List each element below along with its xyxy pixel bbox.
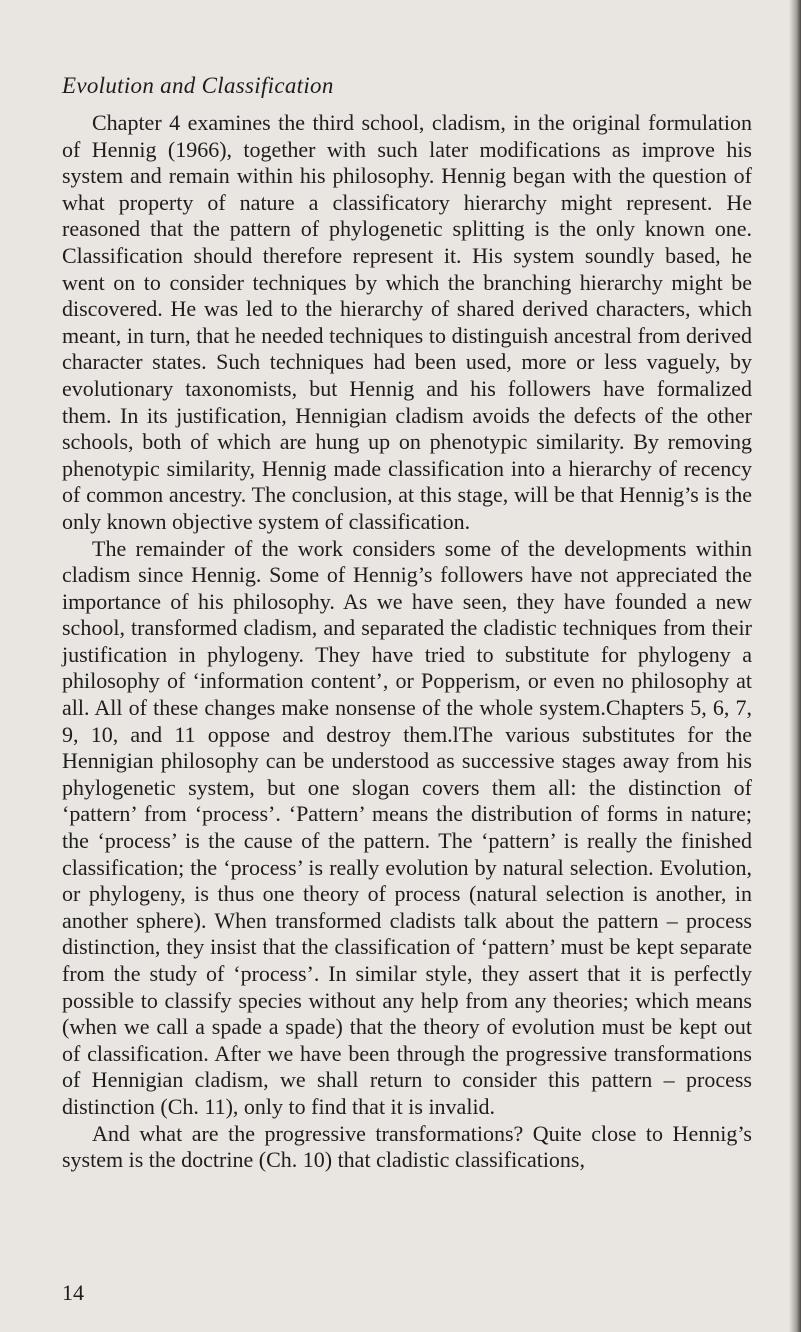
- body-text: [62, 110, 752, 1174]
- paragraph-2: The remainder of the work considers some of the developments within cladism since Hennig. Some of Hennig’s followers have not appreciated the importance of his philosophy. As we have seen, they have founded a new school, transformed cladism, and separated the cladistic techniques from their justification in phylogeny. They have tried to substitute for phylogeny a philosophy of ‘information content’, or Popperism, or even no philosophy at all. All of these changes make nonsense of the whole system.Chapters 5, 6, 7, 9, 10, and 11 oppose and destroy them.lThe various substitutes for the Hennigian philosophy can be understood as successive stages away from his phylogenetic system, but one slogan covers them all: the distinction of ‘pattern’ from ‘process’. ‘Pattern’ means the distribution of forms in nature; the ‘process’ is the cause of the pattern. The ‘pattern’ is really the finished classification; the ‘process’ is really evolution by natural selection. Evolution, or phylogeny, is thus one theory of process (natural selection is another, in another sphere). When transformed cladists talk about the pattern – process distinction, they insist that the classification of ‘pattern’ must be kept separate from the study of ‘process’. In similar style, they assert that it is perfectly possible to classify species without any help from any theories; which means (when we call a spade a spade) that the theory of evolution must be kept out of classification. After we have been through the progressive transformations of Hennigian cladism, we shall return to consider this pattern – process distinction (Ch. 11), only to find that it is invalid.: [62, 535, 752, 1119]
- paragraph-3: And what are the progressive transformations? Quite close to Hennig’s system is the doctrine (Ch. 10) that cladistic classifications,: [62, 1120, 752, 1173]
- paragraph-1: Chapter 4 examines the third school, cladism, in the original formulation of Hennig (1966), together with such later modifications as improve his system and remain within his philosophy. Hennig began with the question of what property of nature a classificatory hierarchy might represent. He reasoned that the pattern of phylogenetic splitting is the only known one. Classification should therefore represent it. His system soundly based, he went on to consider techniques by which the branching hierarchy might be discovered. He was led to the hierarchy of shared derived characters, which meant, in turn, that he needed techniques to distinguish ancestral from derived character states. Such techniques had been used, more or less vaguely, by evolutionary taxonomists, but Hennig and his followers have formalized them. In its justification, Hennigian cladism avoids the defects of the other schools, both of which are hung up on phenotypic similarity. By removing phenotypic similarity, Hennig made classification into a hierarchy of recency of common ancestry. The conclusion, at this stage, will be that Hennig’s is the only known objective system of classification.: [62, 110, 752, 534]
- page-number: 14: [62, 1280, 84, 1305]
- page-edge-shadow: [789, 0, 801, 1332]
- running-head: Evolution and Classification: [62, 73, 334, 98]
